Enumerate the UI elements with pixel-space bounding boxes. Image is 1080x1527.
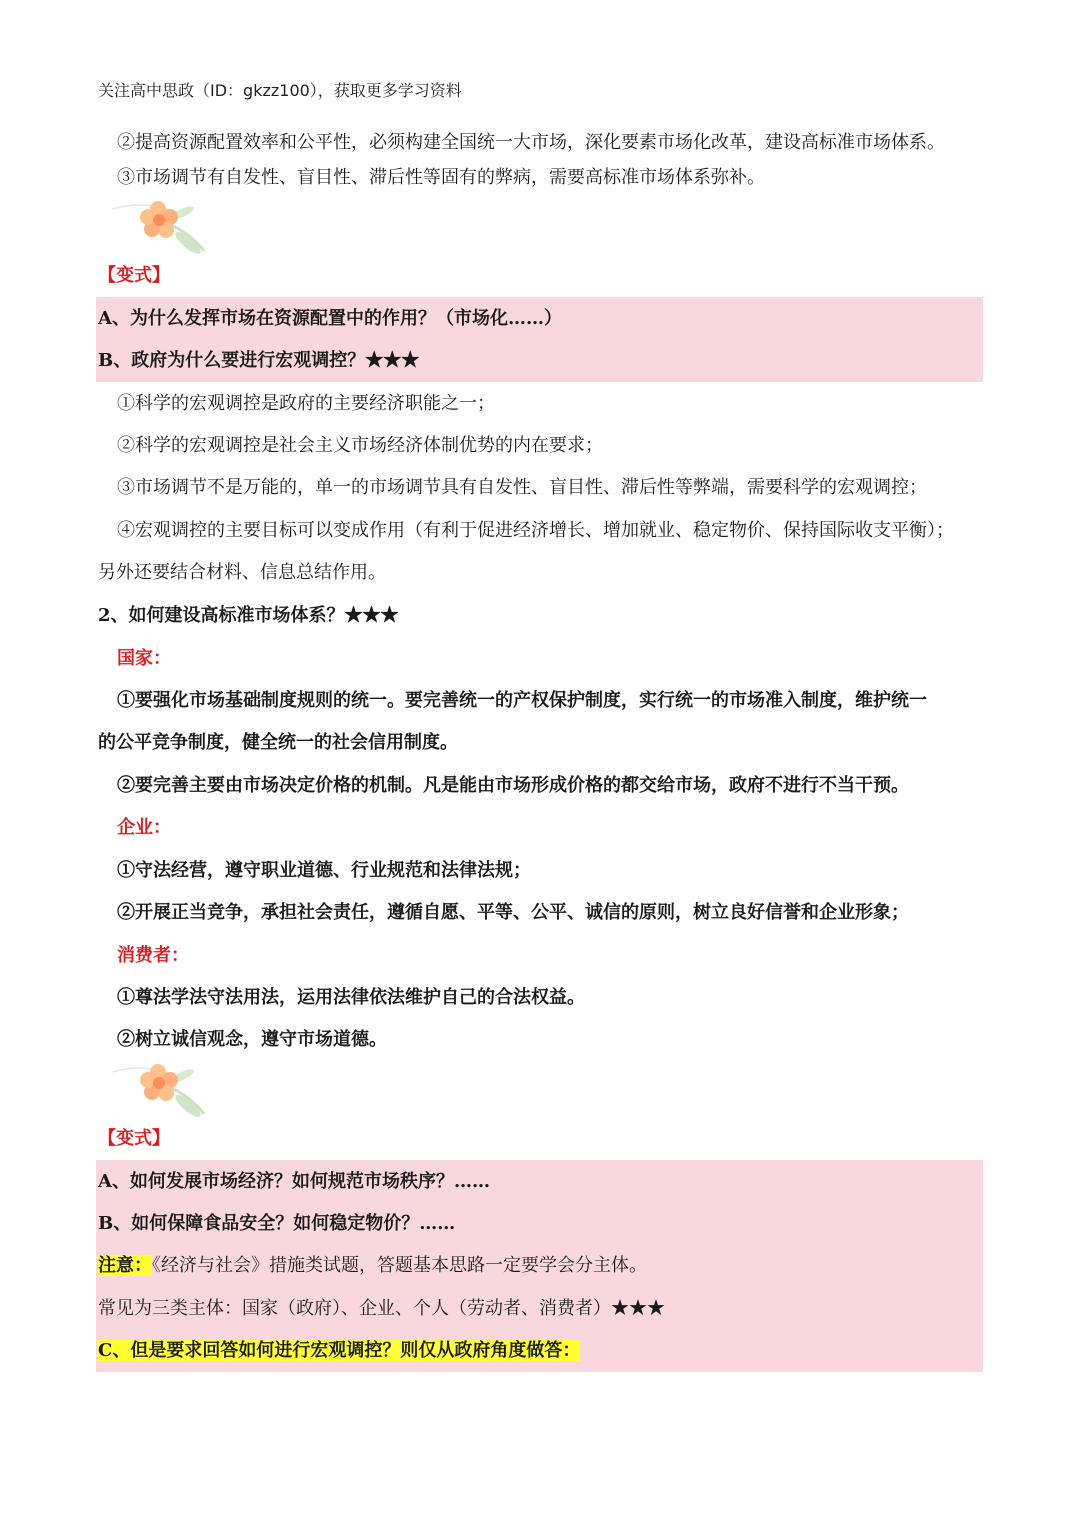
page-header: 关注高中思政（ID：gkzz100），获取更多学习资料 — [98, 81, 462, 100]
reason-1: ①科学的宏观调控是政府的主要经济职能之一； — [117, 393, 495, 414]
enterprise-label: 企业： — [117, 817, 171, 838]
consumer-item-1: ①尊法学法守法用法，运用法律依法维护自己的合法权益。 — [117, 987, 585, 1008]
variant-2-question-b: B、如何保障食品安全？如何稳定物价？…… — [98, 1213, 456, 1234]
enterprise-item-1: ①守法经营，遵守职业道德、行业规范和法律法规； — [117, 860, 531, 881]
flower-decoration-icon — [112, 195, 212, 255]
state-item-1: ①要强化市场基础制度规则的统一。要完善统一的产权保护制度，实行统一的市场准入制度，维护统一 — [117, 690, 927, 711]
state-item-2: ②要完善主要由市场决定价格的机制。凡是能由市场形成价格的都交给市场，政府不进行不当干预。 — [117, 775, 909, 796]
variant-2-label: 【变式】 — [98, 1128, 170, 1149]
note-label: 注意： — [98, 1255, 152, 1276]
reason-4: ④宏观调控的主要目标可以变成作用（有利于促进经济增长、增加就业、稳定物价、保持国际收支平衡）； — [117, 520, 954, 541]
variant-1-question-b: B、政府为什么要进行宏观调控？★★★ — [98, 350, 420, 371]
question-c-highlight: C、但是要求回答如何进行宏观调控？则仅从政府角度做答： — [98, 1340, 581, 1361]
reason-2: ②科学的宏观调控是社会主义市场经济体制优势的内在要求； — [117, 435, 603, 456]
flower-decoration-icon — [112, 1058, 212, 1118]
intro-point-2: ②提高资源配置效率和公平性，必须构建全国统一大市场，深化要素市场化改革，建设高标准市场体系。 — [117, 132, 945, 153]
variant-2-question-a: A、如何发展市场经济？如何规范市场秩序？…… — [98, 1171, 490, 1192]
variant-2-question-c — [98, 1339, 580, 1363]
reason-3: ③市场调节不是万能的，单一的市场调节具有自发性、盲目性、滞后性等弊端，需要科学的宏观调控； — [117, 477, 927, 498]
reason-4-continued: 另外还要结合材料、信息总结作用。 — [98, 562, 386, 583]
consumer-label: 消费者： — [117, 945, 189, 966]
note-line — [98, 1254, 647, 1278]
common-subjects: 常见为三类主体：国家（政府）、企业、个人（劳动者、消费者）★★★ — [98, 1298, 665, 1319]
variant-1-question-a: A、为什么发挥市场在资源配置中的作用？（市场化……） — [98, 308, 562, 329]
question-2-title: 2、如何建设高标准市场体系？★★★ — [98, 605, 399, 626]
state-item-1-continued: 的公平竞争制度，健全统一的社会信用制度。 — [98, 732, 458, 753]
state-label: 国家： — [117, 648, 171, 669]
note-text: 《经济与社会》措施类试题，答题基本思路一定要学会分主体。 — [152, 1255, 647, 1276]
consumer-item-2: ②树立诚信观念，遵守市场道德。 — [117, 1029, 387, 1050]
intro-point-3: ③市场调节有自发性、盲目性、滞后性等固有的弊病，需要高标准市场体系弥补。 — [117, 167, 765, 188]
enterprise-item-2: ②开展正当竞争，承担社会责任，遵循自愿、平等、公平、诚信的原则，树立良好信誉和企业形象； — [117, 902, 909, 923]
variant-1-label: 【变式】 — [98, 265, 170, 286]
